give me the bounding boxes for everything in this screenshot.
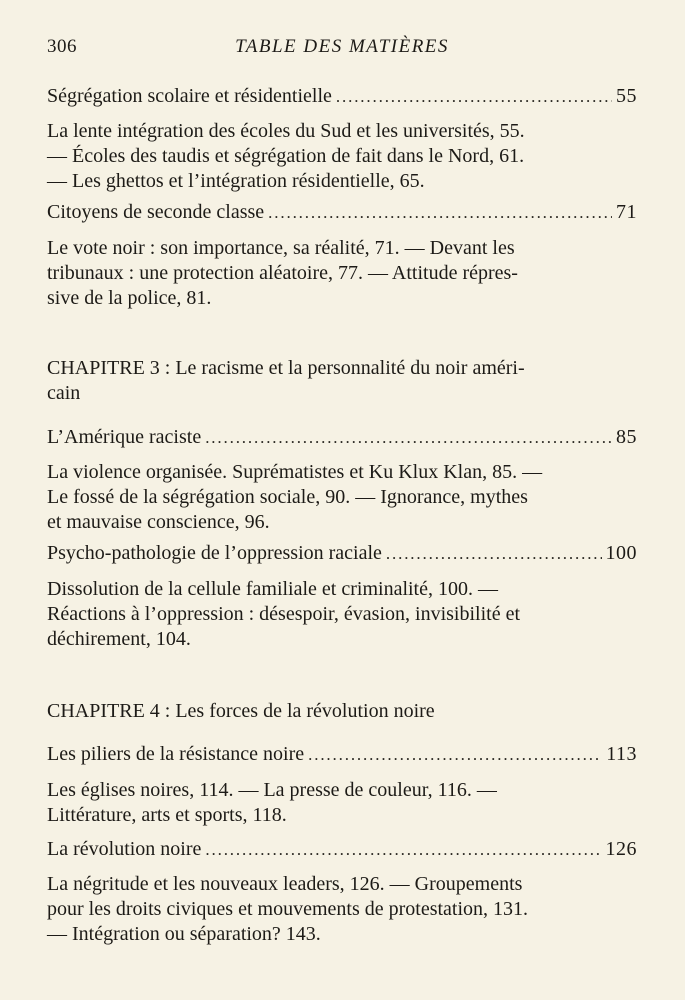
dot-leader	[268, 203, 612, 223]
dot-leader	[336, 87, 612, 107]
summary-line: La lente intégration des écoles du Sud et les universités, 55.	[47, 120, 525, 142]
toc-entry	[47, 743, 637, 771]
summary-line: — Les ghettos et l’intégration résidentielle, 65.	[47, 170, 425, 192]
summary-line: sive de la police, 81.	[47, 287, 212, 309]
toc-entry	[47, 426, 637, 454]
dot-leader	[205, 840, 601, 860]
toc-entry-page: 55	[616, 85, 637, 107]
chapter-heading	[47, 699, 637, 724]
chapter-heading-line: CHAPITRE 3 : Le racisme et la personnalité du noir améri-	[47, 357, 525, 379]
summary-line: tribunaux : une protection aléatoire, 77. — Attitude répres-	[47, 262, 518, 284]
summary-line: Le vote noir : son importance, sa réalité, 71. — Devant les	[47, 237, 515, 259]
chapter-heading-line: cain	[47, 382, 81, 404]
toc-entry-page: 126	[605, 838, 637, 860]
page-number: 306	[47, 36, 77, 57]
dot-leader	[308, 745, 602, 765]
toc-entry-title: Citoyens de seconde classe	[47, 201, 265, 223]
toc-summary	[47, 236, 637, 311]
running-head	[47, 36, 637, 60]
toc-summary	[47, 460, 637, 535]
toc-summary	[47, 872, 637, 947]
toc-entry-page: 71	[616, 201, 637, 223]
toc-entry-page: 113	[606, 743, 637, 765]
summary-line: Le fossé de la ségrégation sociale, 90. — Ignorance, mythes	[47, 486, 528, 508]
summary-line: Les églises noires, 114. — La presse de couleur, 116. —	[47, 779, 497, 801]
summary-line: — Intégration ou séparation? 143.	[47, 923, 321, 945]
toc-summary	[47, 577, 637, 652]
toc-entry-page: 100	[605, 542, 637, 564]
toc-entry-title: Les piliers de la résistance noire	[47, 743, 305, 765]
summary-line: et mauvaise conscience, 96.	[47, 511, 270, 533]
dot-leader	[205, 428, 612, 448]
toc-entry-page: 85	[616, 426, 637, 448]
chapter-heading-line: CHAPITRE 4 : Les forces de la révolution noire	[47, 700, 435, 722]
summary-line: pour les droits civiques et mouvements de protestation, 131.	[47, 898, 529, 920]
toc-entry	[47, 838, 637, 866]
summary-line: La violence organisée. Suprématistes et Ku Klux Klan, 85. —	[47, 461, 543, 483]
toc-summary	[47, 778, 637, 828]
toc-entry	[47, 201, 637, 229]
chapter-heading	[47, 356, 637, 406]
toc-entry	[47, 542, 637, 570]
toc-entry-title: Psycho-pathologie de l’oppression raciale	[47, 542, 382, 564]
toc-entry-title: L’Amérique raciste	[47, 426, 202, 448]
toc-entry-title: La révolution noire	[47, 838, 202, 860]
dot-leader	[386, 544, 602, 564]
summary-line: déchirement, 104.	[47, 628, 191, 650]
running-title: TABLE DES MATIÈRES	[235, 36, 449, 57]
summary-line: Dissolution de la cellule familiale et criminalité, 100. —	[47, 578, 498, 600]
toc-summary	[47, 119, 637, 194]
toc-entry-title: Ségrégation scolaire et résidentielle	[47, 85, 332, 107]
summary-line: Littérature, arts et sports, 118.	[47, 804, 287, 826]
summary-line: Réactions à l’oppression : désespoir, évasion, invisibilité et	[47, 603, 520, 625]
summary-line: La négritude et les nouveaux leaders, 126. — Groupements	[47, 873, 523, 895]
summary-line: — Écoles des taudis et ségrégation de fait dans le Nord, 61.	[47, 145, 525, 167]
toc-entry	[47, 85, 637, 113]
